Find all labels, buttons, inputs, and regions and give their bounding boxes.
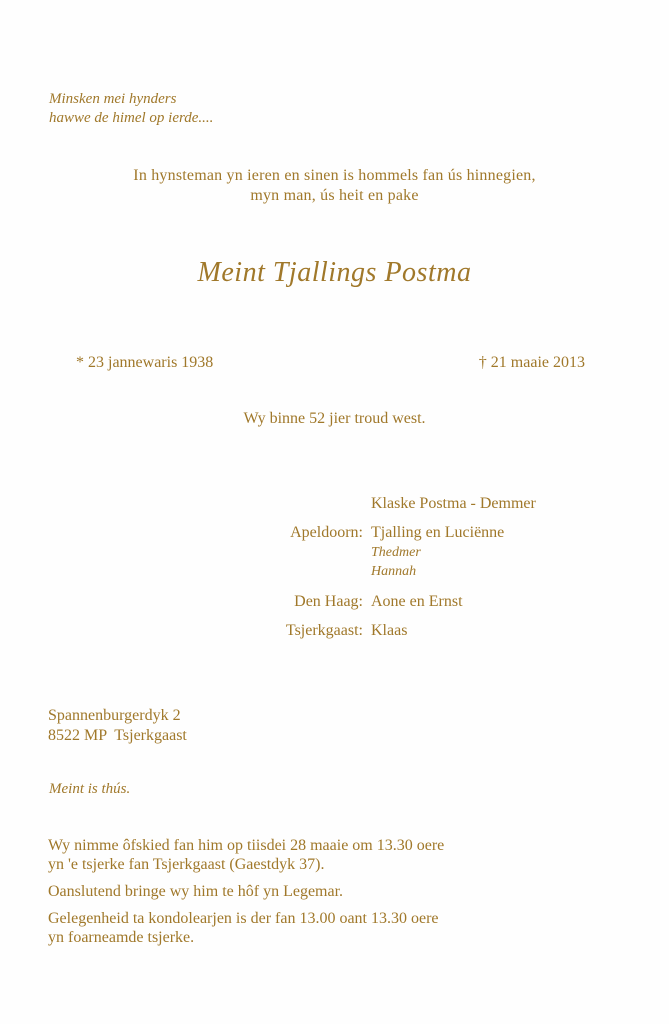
family-location: Apeldoorn: (290, 524, 363, 541)
family-names: Klaas (371, 622, 408, 639)
grandchild-name: Thedmer (371, 545, 421, 560)
poem-line-2: hawwe de himel op ierde.... (49, 110, 214, 126)
funeral-line-2: yn 'e tsjerke fan Tsjerkgaast (Gaestdyk 37). (48, 856, 325, 873)
birth-date: * 23 jannewaris 1938 (76, 354, 214, 371)
at-home-note: Meint is thús. (49, 781, 131, 797)
family-row-tsjerkgaast (0, 622, 669, 642)
service-details (48, 836, 444, 955)
address-street: Spannenburgerdyk 2 (48, 707, 181, 724)
condolence-paragraph (48, 909, 444, 947)
family-names: Aone en Ernst (371, 593, 463, 610)
intro-line-1: In hynsteman yn ieren en sinen is hommels fan ús hinnegien, (133, 167, 536, 184)
burial-paragraph: Oanslutend bringe wy him te hôf yn Legemar. (48, 883, 344, 900)
home-address (48, 706, 187, 746)
condolence-line-1: Gelegenheid ta kondolearjen is der fan 13.00 oant 13.30 oere (48, 910, 439, 927)
marriage-duration: Wy binne 52 jier troud west. (243, 410, 426, 427)
death-date: † 21 maaie 2013 (478, 354, 585, 371)
opening-poem (49, 90, 213, 128)
family-row-apeldoorn (0, 524, 669, 544)
deceased-name: Meint Tjallings Postma (197, 257, 472, 288)
family-row-den-haag (0, 593, 669, 613)
family-names: Tjalling en Luciënne (371, 524, 505, 541)
condolence-line-2: yn foarneamde tsjerke. (48, 929, 195, 946)
announcement-intro (0, 166, 669, 206)
spouse-name: Klaske Postma - Demmer (371, 495, 536, 512)
poem-line-1: Minsken mei hynders (49, 91, 177, 107)
family-spouse-row (0, 495, 669, 515)
address-postal: 8522 MP Tsjerkgaast (48, 727, 187, 744)
family-location: Den Haag: (294, 593, 363, 610)
grandchild-name: Hannah (371, 564, 417, 579)
funeral-paragraph (48, 836, 444, 874)
funeral-line-1: Wy nimme ôfskied fan him op tiisdei 28 maaie om 13.30 oere (48, 837, 445, 854)
intro-line-2: myn man, ús heit en pake (250, 187, 419, 204)
family-location: Tsjerkgaast: (285, 622, 363, 639)
